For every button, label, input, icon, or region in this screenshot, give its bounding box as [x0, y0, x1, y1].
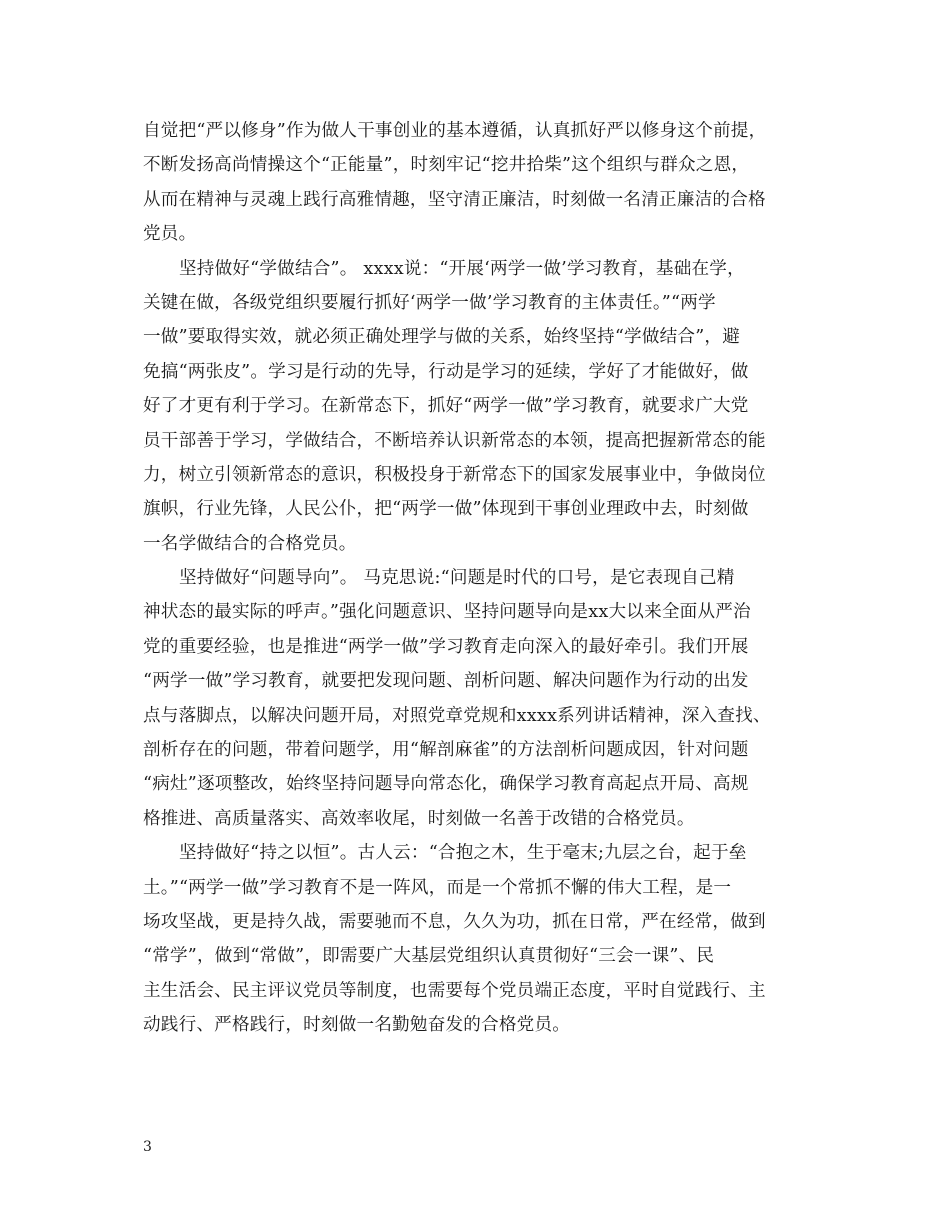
text-line: 神状态的最实际的呼声。”强化问题意识、坚持问题导向是xx大以来全面从严治 — [143, 602, 751, 623]
text-line: 好了才更有利于学习。在新常态下，抓好“两学一做”学习教育，就要求广大党 — [143, 396, 749, 417]
text-line: “常学”，做到“常做”，即需要广大基层党组织认真贯彻好“三会一课”、民 — [143, 946, 715, 967]
text-line: 力，树立引领新常态的意识，积极投身于新常态下的国家发展事业中，争做岗位 — [143, 464, 766, 485]
text-line: 格推进、高质量落实、高效率收尾，时刻做一名善于改错的合格党员。 — [143, 808, 695, 829]
text-line: 党员。 — [143, 224, 197, 245]
text-line: 免搞“两张皮”。学习是行动的先导，行动是学习的延续，学好了才能做好，做 — [143, 361, 749, 382]
text-line: 关键在做，各级党组织要履行抓好‘两学一做’学习教育的主体责任。”“两学 — [143, 292, 716, 313]
text-line: “病灶”逐项整改，始终坚持问题导向常态化，确保学习教育高起点开局、高规 — [143, 774, 749, 795]
text-line: 场攻坚战，更是持久战，需要驰而不息，久久为功，抓在日常，严在经常，做到 — [143, 911, 766, 932]
text-line: 员干部善于学习，学做结合，不断培养认识新常态的本领，提高把握新常态的能 — [143, 430, 766, 451]
page-number: 3 — [143, 1139, 152, 1155]
text-line: 党的重要经验，也是推进“两学一做”学习教育走向深入的最好牵引。我们开展 — [143, 636, 749, 657]
text-line: 一做”要取得实效，就必须正确处理学与做的关系，始终坚持“学做结合”，避 — [143, 327, 740, 348]
text-line: 一名学做结合的合格党员。 — [143, 533, 357, 554]
text-line: 剖析存在的问题，带着问题学，用“解剖麻雀”的方法剖析问题成因，针对问题 — [143, 740, 749, 761]
text-line: “两学一做”学习教育，就要把发现问题、剖析问题、解决问题作为行动的出发 — [143, 671, 749, 692]
paragraph-first-line: 坚持做好“学做结合”。 xxxx说：“开展‘两学一做’学习教育，基础在学， — [179, 258, 745, 279]
text-line: 旗帜，行业先锋，人民公仆，把“两学一做”体现到干事创业理政中去，时刻做 — [143, 499, 749, 520]
paragraph-first-line: 坚持做好“问题导向”。 马克思说:“问题是时代的口号，是它表现自己精 — [179, 568, 735, 589]
text-line: 动践行、严格践行，时刻做一名勤勉奋发的合格党员。 — [143, 1015, 571, 1036]
text-line: 自觉把“严以修身”作为做人干事创业的基本遵循，认真抓好严以修身这个前提， — [143, 121, 767, 141]
text-line: 不断发扬高尚情操这个“正能量”，时刻牢记“挖井拾柴”这个组织与群众之恩， — [143, 155, 750, 176]
text-line: 点与落脚点，以解决问题开局，对照党章党规和xxxx系列讲话精神，深入查找、 — [143, 705, 771, 726]
paragraph-first-line: 坚持做好“持之以恒”。古人云：“合抱之木，生于毫末;九层之台，起于垒 — [179, 843, 747, 864]
text-line: 主生活会、民主评议党员等制度，也需要每个党员端正态度，平时自觉践行、主 — [143, 980, 766, 1001]
body-text — [143, 114, 837, 1043]
text-line: 土。”“两学一做”学习教育不是一阵风，而是一个常抓不懈的伟大工程，是一 — [143, 877, 732, 898]
text-line: 从而在精神与灵魂上践行高雅情趣，坚守清正廉洁，时刻做一名清正廉洁的合格 — [143, 189, 766, 210]
